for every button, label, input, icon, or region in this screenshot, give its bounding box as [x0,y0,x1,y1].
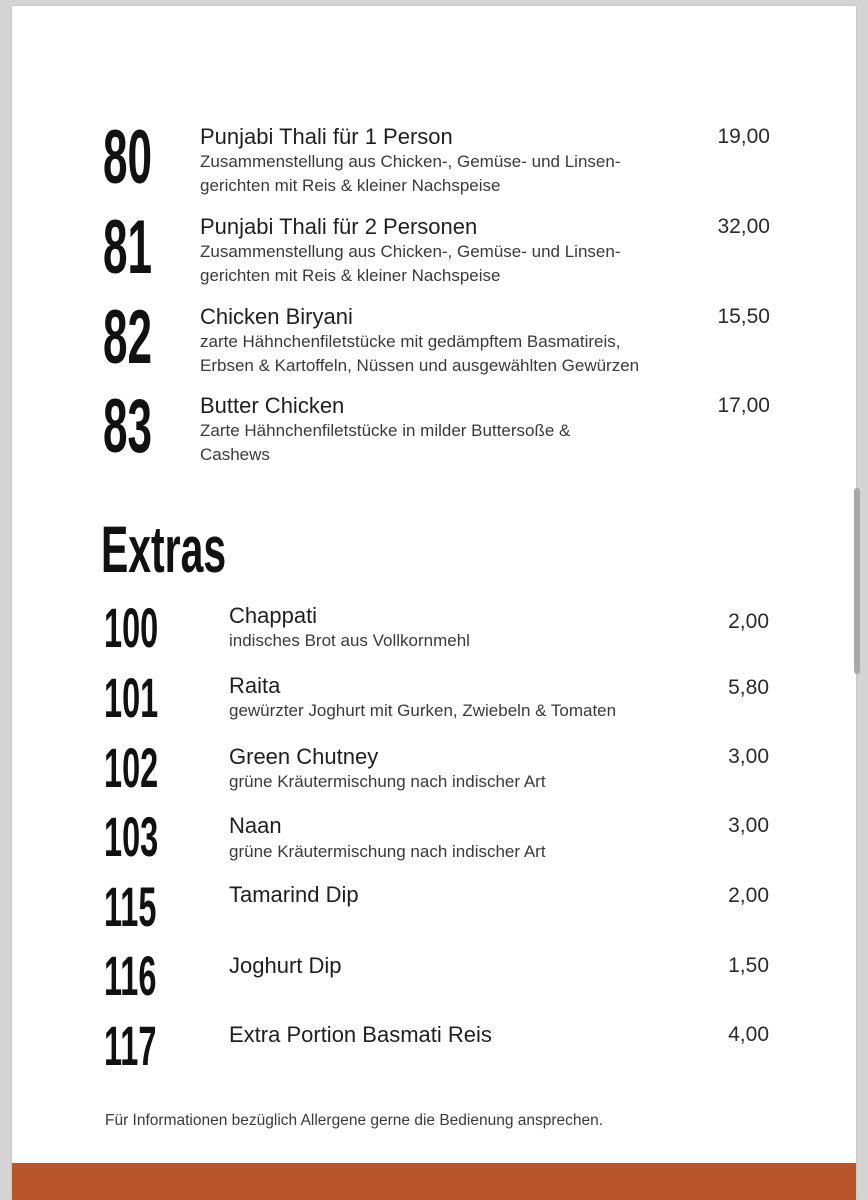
item-title: Tamarind Dip [229,882,359,907]
item-title: Raita [229,673,281,698]
item-description: grüne Kräutermischung nach indischer Art [229,772,546,791]
item-description: Zarte Hähnchenfiletstücke in milder Buttersoße & [200,421,571,440]
footer-accent-band [12,1163,856,1200]
item-price: 15,50 [717,305,770,328]
item-description: indisches Brot aus Vollkornmehl [229,631,470,650]
item-price: 19,00 [717,125,770,148]
vertical-scrollbar[interactable] [854,488,860,674]
item-title: Green Chutney [229,744,379,769]
item-number: 102 [104,736,159,799]
item-number: 115 [104,875,157,938]
item-title: Chappati [229,603,318,628]
item-price: 5,80 [728,676,769,699]
item-price: 2,00 [728,884,769,907]
item-title: Chicken Biryani [200,304,353,329]
item-description: grüne Kräutermischung nach indischer Art [229,842,546,861]
item-description: gerichten mit Reis & kleiner Nachspeise [200,176,501,195]
item-number: 117 [104,1014,157,1077]
item-title: Punjabi Thali für 2 Personen [200,214,478,239]
item-price: 32,00 [717,215,770,238]
item-description: Zusammenstellung aus Chicken-, Gemüse- und Linsen- [200,242,621,261]
item-description: Zusammenstellung aus Chicken-, Gemüse- und Linsen- [200,152,621,171]
item-title: Naan [229,813,282,838]
item-description: Erbsen & Kartoffeln, Nüssen und ausgewählten Gewürzen [200,356,640,375]
item-description: gewürzter Joghurt mit Gurken, Zwiebeln & Tomaten [229,701,617,720]
item-price: 3,00 [728,814,769,837]
item-price: 2,00 [728,610,769,633]
item-title: Joghurt Dip [229,953,342,978]
item-title: Punjabi Thali für 1 Person [200,124,453,149]
item-description: Cashews [200,445,270,464]
item-number: 116 [104,944,157,1007]
section-heading-extras: Extras [101,512,227,586]
item-title: Butter Chicken [200,393,345,418]
item-description: gerichten mit Reis & kleiner Nachspeise [200,266,501,285]
item-number: 81 [103,205,153,290]
item-title: Extra Portion Basmati Reis [229,1022,492,1047]
item-number: 83 [103,384,153,469]
item-price: 17,00 [717,394,770,417]
allergen-note: Für Informationen bezüglich Allergene gerne die Bedienung ansprechen. [105,1112,604,1129]
item-number: 101 [104,666,159,729]
item-number: 100 [104,596,159,659]
item-number: 80 [103,115,153,200]
item-price: 3,00 [728,745,769,768]
item-description: zarte Hähnchenfiletstücke mit gedämpftem Basmatireis, [200,332,621,351]
item-price: 4,00 [728,1023,769,1046]
item-number: 82 [103,295,153,380]
item-price: 1,50 [728,954,769,977]
item-number: 103 [104,805,159,868]
